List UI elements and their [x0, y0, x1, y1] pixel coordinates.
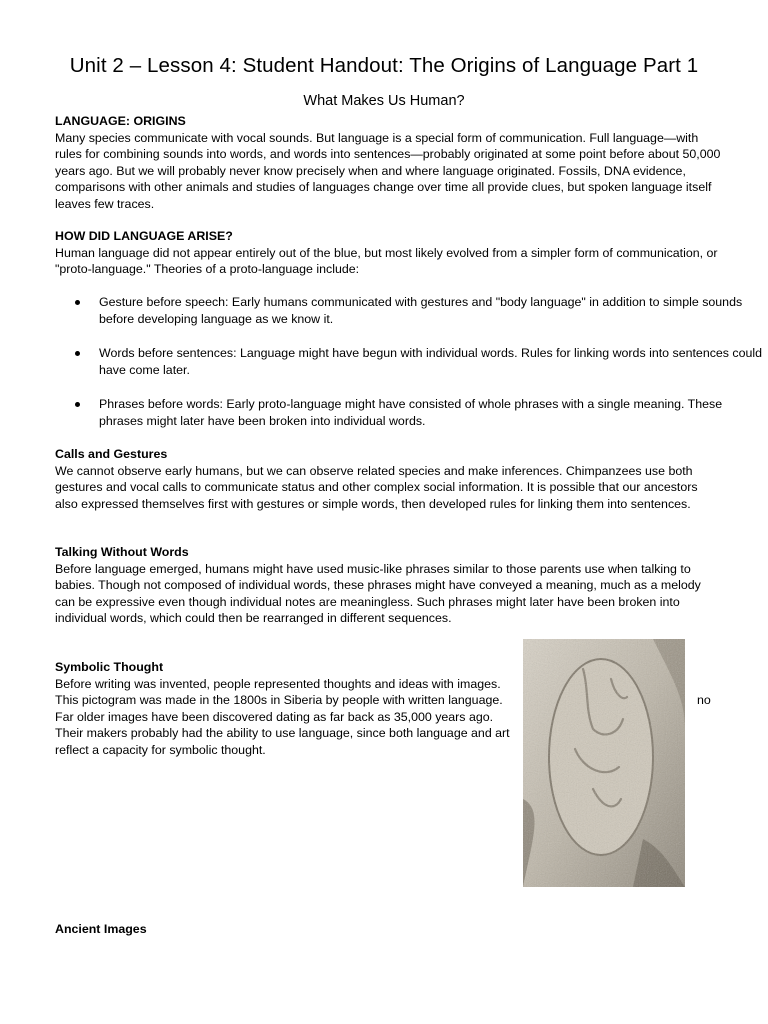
section-heading: Calls and Gestures	[55, 447, 168, 461]
section-heading: Ancient Images	[55, 922, 147, 936]
section-body: Human language did not appear entirely out of the blue, but most likely evolved from a simpler form of communication, or "proto-language." Theories of a proto-language include:	[55, 245, 718, 277]
section-body: Many species communicate with vocal sounds. But language is a special form of communication. Full language—with rules for combining sounds into words, and words into sentences—probably originated at some point before about 50,000 years ago. But we will probably never know precisely when and where language originated. Fossils, DNA evidence, comparisons with other animals and studies of languages change over time all provide clues, but spoken language itself leaves few traces.	[55, 130, 721, 211]
bullet-icon	[75, 351, 80, 356]
bullet-icon	[75, 402, 80, 407]
section-talking	[55, 544, 723, 627]
page-title: Unit 2 – Lesson 4: Student Handout: The Origins of Language Part 1	[69, 54, 699, 77]
section-calls	[55, 446, 723, 512]
section-arise	[55, 228, 723, 278]
section-heading: Symbolic Thought	[55, 660, 164, 674]
section-heading: HOW DID LANGUAGE ARISE?	[55, 229, 233, 243]
section-origins	[55, 113, 723, 213]
section-symbolic	[55, 659, 510, 759]
list-item: Gesture before speech: Early humans communicated with gestures and "body language" in addition to simple sounds before developing language as we know it.	[55, 294, 767, 327]
pictogram-image	[523, 639, 685, 887]
wrapped-word: no	[697, 693, 711, 707]
list-item: Words before sentences: Language might have begun with individual words. Rules for linking words into sentences could have come later.	[55, 345, 767, 378]
pictogram-photo	[523, 639, 685, 887]
section-heading: LANGUAGE: ORIGINS	[55, 114, 186, 128]
page-subtitle: What Makes Us Human?	[303, 93, 465, 109]
bullet-icon	[75, 300, 80, 305]
section-body: Before writing was invented, people represented thoughts and ideas with images. This pictogram was made in the 1800s in Siberia by people with written language. Far older images have been discovered dating as far back as 35,000 years ago. Their makers probably had the ability to use language, since both language and art reflect a capacity for symbolic thought.	[55, 676, 510, 757]
list-item: Phrases before words: Early proto-language might have consisted of whole phrases with a single meaning. These phrases might later have been broken into individual words.	[55, 396, 767, 429]
section-heading: Talking Without Words	[55, 545, 189, 559]
section-body: We cannot observe early humans, but we can observe related species and make inferences. Chimpanzees use both gestures and vocal calls to communicate status and other complex social information. It is possible that our ancestors also expressed themselves first with gestures or simple words, then developed rules for linking them into sentences.	[55, 463, 698, 511]
section-body: Before language emerged, humans might have used music-like phrases similar to those parents use when talking to babies. Though not composed of individual words, these phrases might have conveyed a meaning, much as a melody can be expressive even though individual notes are meaningless. Such phrases might later have been broken into individual words, which could then be rearranged in different sequences.	[55, 561, 701, 626]
section-ancient	[55, 921, 723, 938]
